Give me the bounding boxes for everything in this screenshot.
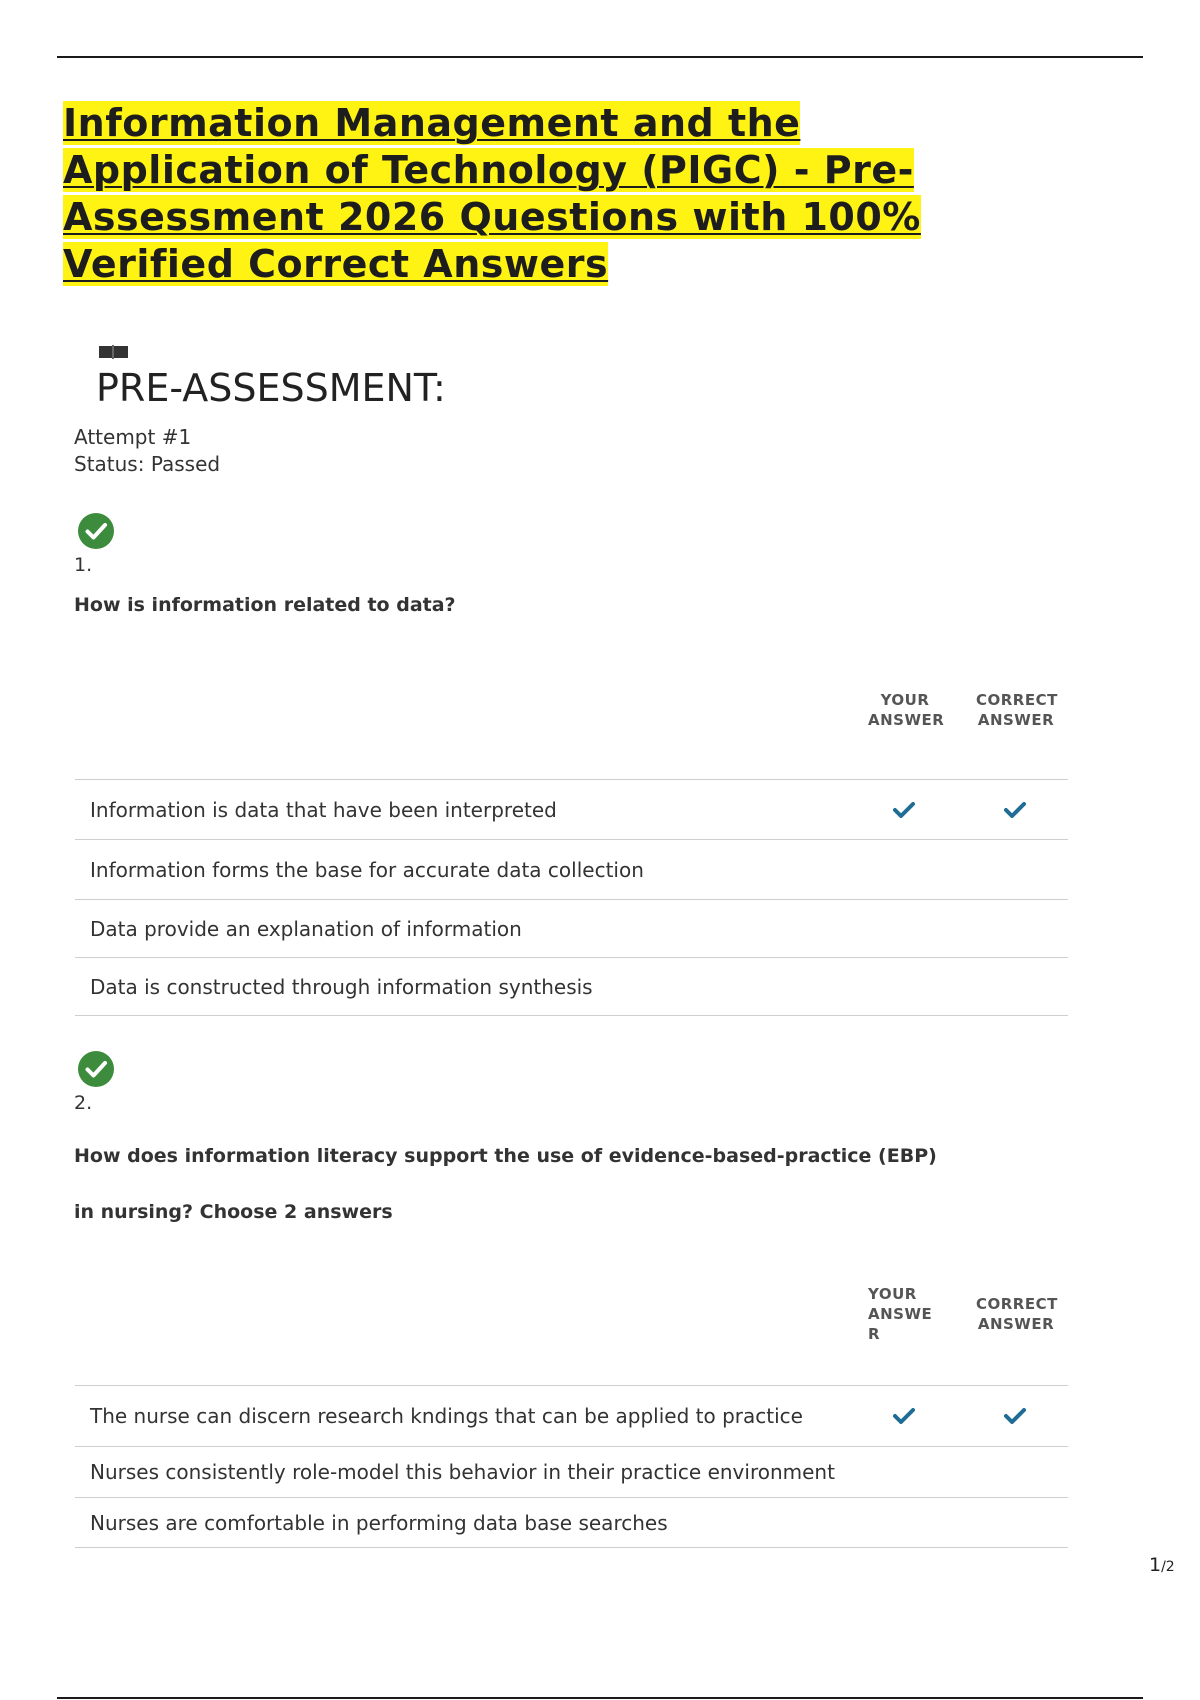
- question-text: How does information literacy support the use of evidence-based-practice (EBP) in nursing? Choose 2 answers: [74, 1145, 937, 1223]
- answer-option-text: Information is data that have been interpreted: [90, 797, 557, 822]
- document-title-text: Information Management and the Application of Technology (PIGC) - Pre-Assessment 2026 Questions with 100% Verified Correct Answers: [63, 101, 921, 286]
- checkmark-icon: [1004, 1408, 1026, 1424]
- answer-option-text: Nurses are comfortable in performing data base searches: [90, 1510, 668, 1535]
- checkmark-icon: [893, 1408, 915, 1424]
- answer-table: [75, 779, 1068, 1016]
- answer-option-text: The nurse can discern research kndings that can be applied to practice: [90, 1404, 803, 1428]
- attempt-status: Status: Passed: [74, 452, 221, 476]
- book-icon: [99, 345, 128, 359]
- correct-answer-header: CORRECT ANSWER: [976, 691, 1058, 729]
- answer-table: [75, 1385, 1068, 1548]
- check-circle-icon: [77, 512, 115, 550]
- page-number: [1149, 1554, 1175, 1576]
- top-divider: [57, 56, 1143, 58]
- answer-row: [75, 1497, 1068, 1548]
- answer-row: [75, 1446, 1068, 1497]
- answer-row: [75, 957, 1068, 1016]
- answer-option-text: Nurses consistently role-model this behavior in their practice environment: [90, 1460, 835, 1484]
- your-answer-header: YOUR ANSWE R: [868, 1285, 933, 1343]
- correct-answer-header: CORRECT ANSWER: [976, 1295, 1058, 1333]
- checkmark-icon: [1004, 802, 1026, 818]
- answer-option-text: Data is constructed through information synthesis: [90, 974, 593, 999]
- section-heading: PRE-ASSESSMENT:: [96, 366, 446, 410]
- bottom-divider: [57, 1697, 1143, 1699]
- answer-row: [75, 899, 1068, 957]
- question-text: How is information related to data?: [74, 594, 456, 616]
- check-circle-icon: [77, 1050, 115, 1088]
- answer-row: [75, 1385, 1068, 1446]
- answer-row: [75, 839, 1068, 899]
- page-current: 1: [1149, 1554, 1162, 1576]
- checkmark-icon: [893, 802, 915, 818]
- question-number: 1.: [74, 554, 93, 576]
- question-number: 2.: [74, 1092, 93, 1114]
- attempt-number: Attempt #1: [74, 425, 192, 449]
- answer-option-text: Data provide an explanation of information: [90, 916, 522, 941]
- attempt-info: [74, 424, 220, 478]
- answer-row: [75, 779, 1068, 839]
- page-total: /2: [1161, 1559, 1175, 1575]
- answer-option-text: Information forms the base for accurate data collection: [90, 857, 644, 882]
- document-title: [63, 100, 963, 288]
- your-answer-header: YOUR ANSWER: [868, 691, 945, 729]
